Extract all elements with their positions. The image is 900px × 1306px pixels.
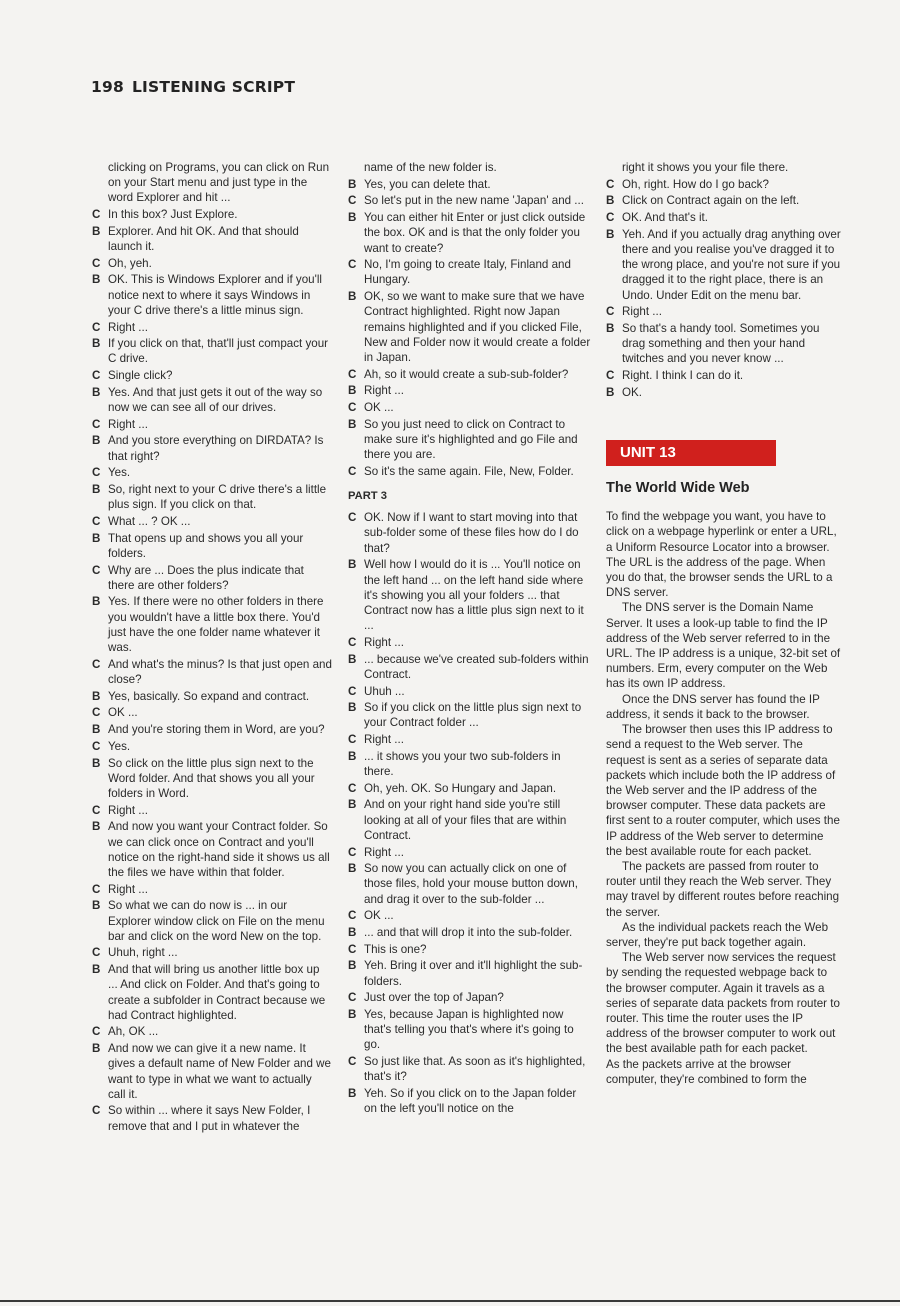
speaker-label: B	[348, 211, 357, 225]
dialogue-line	[92, 514, 332, 529]
dialogue-text: And you're storing them in Word, are you?	[108, 723, 325, 737]
dialogue-line	[92, 336, 332, 366]
dialogue-text: So what we can do now is ... in our Explorer window click on File on the menu bar and click on the word New on the top.	[108, 899, 325, 943]
dialogue-text: Explorer. And hit OK. And that should launch it.	[108, 224, 299, 254]
dialogue-text: So, right next to your C drive there's a little plus sign. If you click on that.	[108, 483, 327, 512]
unit-paragraph: To find the webpage you want, you have to click on a webpage hyperlink or enter a URL, a Uniform Resource Locator into a browser. The URL is the address of the page. When you do that, the browser sends the URL to a DNS server.	[606, 510, 837, 600]
speaker-label: B	[348, 959, 357, 973]
dialogue-text: And on your right hand side you're still looking at all of your files that are within Contract.	[364, 798, 567, 842]
dialogue-line	[92, 368, 332, 383]
page-title: LISTENING SCRIPT	[131, 78, 296, 96]
speaker-label: B	[348, 798, 357, 812]
dialogue-line	[92, 272, 332, 318]
speaker-label: C	[92, 803, 101, 817]
dialogue-text: Yeh. So if you click on to the Japan folder on the left you'll notice on the	[364, 1087, 577, 1116]
dialogue-text: This is one?	[364, 942, 427, 956]
dialogue-text: Yeh. And if you actually drag anything over there and you realise you've dragged it to the wrong place, and you're not sure if you dragged it to the right place, there is an Undo. Under Edit on the menu bar.	[622, 227, 841, 302]
speaker-label: B	[92, 385, 101, 399]
dialogue-line	[348, 845, 592, 860]
dialogue-text: Yes, basically. So expand and contract.	[108, 689, 310, 703]
dialogue-text: Ah, OK ...	[108, 1025, 159, 1039]
dialogue-line	[92, 433, 332, 463]
column-2-part3-dialogue	[348, 510, 592, 1116]
speaker-label: C	[92, 369, 101, 383]
dialogue-text: Just over the top of Japan?	[364, 991, 504, 1005]
dialogue-text: And that will bring us another little box up ... And click on Folder. And that's going to create a subfolder in Contract because we had Contract highlighted.	[108, 963, 326, 1022]
dialogue-text: name of the new folder is.	[364, 161, 497, 174]
column-3-dialogue	[606, 160, 842, 400]
dialogue-line	[92, 898, 332, 944]
speaker-label: B	[348, 652, 357, 666]
dialogue-text: Oh, yeh.	[108, 256, 152, 270]
speaker-label: B	[348, 177, 357, 191]
speaker-label: B	[348, 926, 357, 940]
dialogue-line	[348, 797, 592, 843]
dialogue-line	[348, 652, 592, 682]
column-1	[92, 160, 332, 1135]
speaker-label: C	[92, 946, 101, 960]
dialogue-text: So just like that. As soon as it's highlighted, that's it?	[364, 1055, 586, 1084]
dialogue-line	[92, 1103, 332, 1133]
dialogue-text: ... because we've created sub-folders within Contract.	[364, 652, 589, 681]
speaker-label: C	[348, 401, 357, 415]
speaker-label: C	[92, 256, 101, 270]
dialogue-text: Right ...	[364, 733, 404, 747]
dialogue-text: Uhuh ...	[364, 684, 405, 698]
dialogue-text: And what's the minus? Is that just open and close?	[108, 657, 332, 686]
unit-paragraph: Once the DNS server has found the IP address, it sends it back to the browser.	[606, 692, 820, 721]
speaker-label: C	[348, 367, 357, 381]
dialogue-line	[606, 304, 842, 319]
dialogue-text: And now you want your Contract folder. So we can click once on Contract and you'll notice on the right-hand side it shows us all the files we have within that folder.	[108, 820, 330, 879]
dialogue-text: Right ...	[108, 320, 148, 334]
speaker-label: C	[348, 909, 357, 923]
dialogue-line	[348, 383, 592, 398]
dialogue-text: OK ...	[364, 401, 394, 415]
dialogue-text: So that's a handy tool. Sometimes you drag something and then your hand twitches and you never know ...	[622, 322, 820, 366]
dialogue-line	[348, 1054, 592, 1084]
speaker-label: C	[92, 563, 101, 577]
unit-banner: UNIT 13	[606, 440, 776, 466]
dialogue-line	[348, 400, 592, 415]
dialogue-line	[348, 464, 592, 479]
dialogue-line	[606, 321, 842, 367]
dialogue-line	[92, 962, 332, 1023]
speaker-label: B	[348, 417, 357, 431]
speaker-label: B	[92, 595, 101, 609]
dialogue-line	[92, 594, 332, 655]
dialogue-line	[92, 531, 332, 561]
dialogue-line	[348, 781, 592, 796]
dialogue-text: Right ...	[108, 417, 148, 431]
dialogue-text: Yes, because Japan is highlighted now that's telling you that's where it's going to go.	[364, 1008, 574, 1052]
dialogue-text: Oh, yeh. OK. So Hungary and Japan.	[364, 781, 557, 795]
dialogue-line	[92, 705, 332, 720]
dialogue-text: No, I'm going to create Italy, Finland and Hungary.	[364, 258, 571, 287]
dialogue-text: Right ...	[622, 305, 662, 319]
bottom-rule	[0, 1300, 900, 1302]
speaker-label: B	[348, 1087, 357, 1101]
speaker-label: B	[606, 322, 615, 336]
dialogue-text: And you store everything on DIRDATA? Is that right?	[108, 434, 324, 463]
dialogue-line	[92, 1024, 332, 1039]
speaker-label: B	[92, 820, 101, 834]
dialogue-text: ... and that will drop it into the sub-folder.	[364, 926, 573, 940]
dialogue-text: right it shows you your file there.	[622, 161, 789, 174]
dialogue-text: Click on Contract again on the left.	[622, 194, 800, 208]
column-2	[348, 160, 592, 1118]
unit-paragraph: The DNS server is the Domain Name Server. It uses a look-up table to find the IP address of the Web server referred to in the URL. The IP address is a unique, 32-bit set of numbers. Erm, every computer on the Web has its own IP address.	[606, 601, 841, 691]
speaker-label: C	[92, 882, 101, 896]
dialogue-line	[348, 367, 592, 382]
speaker-label: B	[92, 899, 101, 913]
dialogue-line	[348, 210, 592, 256]
dialogue-text: OK ...	[364, 909, 394, 923]
dialogue-text: Right ...	[108, 882, 148, 896]
dialogue-text: So you just need to click on Contract to make sure it's highlighted and go File and there you are.	[364, 417, 578, 462]
dialogue-line	[348, 749, 592, 779]
dialogue-text: OK. Now if I want to start moving into that sub-folder some of these files how do I do that?	[364, 511, 579, 555]
dialogue-line	[92, 882, 332, 897]
dialogue-text: If you click on that, that'll just compact your C drive.	[108, 337, 329, 366]
speaker-label: C	[348, 733, 357, 747]
dialogue-text: OK.	[622, 385, 642, 399]
dialogue-text: So within ... where it says New Folder, I remove that and I put in whatever the	[108, 1104, 311, 1133]
dialogue-text: So now you can actually click on one of those files, hold your mouse button down, and drag it over to the sub-folder ...	[364, 862, 578, 906]
dialogue-line	[92, 160, 332, 206]
dialogue-text: clicking on Programs, you can click on Run on your Start menu and just type in the word Explorer and hit ...	[108, 161, 330, 205]
speaker-label: C	[92, 466, 101, 480]
speaker-label: B	[92, 434, 101, 448]
dialogue-text: OK. This is Windows Explorer and if you'll notice next to where it says Windows in your C drive there's a little minus sign.	[108, 273, 322, 317]
speaker-label: C	[348, 781, 357, 795]
dialogue-text: So if you click on the little plus sign next to your Contract folder ...	[364, 701, 582, 730]
dialogue-text: Yes.	[108, 466, 131, 480]
speaker-label: B	[92, 531, 101, 545]
dialogue-line	[348, 635, 592, 650]
speaker-label: C	[606, 305, 615, 319]
speaker-label: B	[92, 756, 101, 770]
speaker-label: C	[92, 706, 101, 720]
dialogue-line	[92, 465, 332, 480]
dialogue-line	[348, 177, 592, 192]
dialogue-line	[92, 1041, 332, 1102]
dialogue-text: Well how I would do it is ... You'll notice on the left hand ... on the left hand side where it's showing you all your folders ... that Contract now has a little plus sign next to it ...	[364, 558, 584, 633]
dialogue-line	[348, 732, 592, 747]
dialogue-line	[92, 385, 332, 415]
speaker-label: B	[92, 1042, 101, 1056]
dialogue-line	[92, 945, 332, 960]
dialogue-text: Ah, so it would create a sub-sub-folder?	[364, 367, 569, 381]
speaker-label: B	[348, 290, 357, 304]
speaker-label: B	[606, 385, 615, 399]
dialogue-line	[92, 722, 332, 737]
speaker-label: C	[92, 739, 101, 753]
speaker-label: C	[606, 211, 615, 225]
dialogue-text: Single click?	[108, 369, 173, 383]
dialogue-line	[348, 557, 592, 633]
speaker-label: C	[92, 514, 101, 528]
dialogue-text: You can either hit Enter or just click outside the box. OK and is that the only folder you want to create?	[364, 211, 586, 255]
dialogue-text: Right. I think I can do it.	[622, 369, 744, 383]
unit-paragraph: The packets are passed from router to router until they reach the Web server. They may travel by different routes before reaching the server.	[606, 859, 840, 919]
unit-paragraph: As the packets arrive at the browser computer, they're combined to form the	[606, 1057, 807, 1086]
dialogue-line	[92, 482, 332, 512]
column-3	[606, 160, 842, 1087]
speaker-label: C	[92, 1025, 101, 1039]
dialogue-text: Why are ... Does the plus indicate that there are other folders?	[108, 563, 304, 592]
speaker-label: B	[92, 273, 101, 287]
dialogue-text: Yes. And that just gets it out of the way so now we can see all of our drives.	[108, 385, 323, 415]
dialogue-line	[92, 657, 332, 687]
dialogue-line	[348, 1007, 592, 1053]
speaker-label: C	[348, 845, 357, 859]
dialogue-line	[92, 320, 332, 335]
dialogue-line	[92, 256, 332, 271]
dialogue-line	[348, 257, 592, 287]
speaker-label: C	[606, 177, 615, 191]
page-number: 198	[91, 78, 124, 96]
speaker-label: C	[92, 657, 101, 671]
speaker-label: B	[348, 701, 357, 715]
dialogue-text: That opens up and shows you all your folders.	[108, 531, 304, 560]
speaker-label: B	[92, 337, 101, 351]
dialogue-line	[348, 1086, 592, 1116]
dialogue-line	[348, 942, 592, 957]
dialogue-line	[348, 417, 592, 463]
dialogue-text: Right ...	[364, 845, 404, 859]
dialogue-text: Yeh. Bring it over and it'll highlight the sub-folders.	[364, 959, 583, 988]
speaker-label: C	[606, 369, 615, 383]
dialogue-line	[606, 160, 842, 175]
dialogue-text: So let's put in the new name 'Japan' and ...	[364, 194, 584, 208]
speaker-label: B	[348, 749, 357, 763]
dialogue-line	[348, 193, 592, 208]
speaker-label: C	[348, 194, 357, 208]
speaker-label: B	[92, 723, 101, 737]
speaker-label: B	[92, 689, 101, 703]
dialogue-line	[348, 510, 592, 556]
speaker-label: C	[348, 942, 357, 956]
dialogue-line	[348, 861, 592, 907]
dialogue-text: Right ...	[364, 635, 404, 649]
speaker-label: C	[348, 1055, 357, 1069]
dialogue-text: And now we can give it a new name. It gives a default name of New Folder and we want to type in what we want to actually call it.	[108, 1042, 331, 1101]
speaker-label: C	[348, 635, 357, 649]
dialogue-line	[92, 803, 332, 818]
speaker-label: B	[606, 227, 615, 241]
speaker-label: C	[92, 208, 101, 222]
unit-paragraph: As the individual packets reach the Web server, they're put back together again.	[606, 920, 829, 949]
unit-paragraph: The Web server now services the request by sending the requested webpage back to the browser computer. Again it travels as a series of separate data packets from router to router. This time the router uses the IP address of the browser computer to work out the best available path for each packet.	[606, 951, 840, 1056]
speaker-label: B	[348, 384, 357, 398]
dialogue-line	[92, 417, 332, 432]
dialogue-text: Right ...	[364, 384, 404, 398]
dialogue-line	[92, 819, 332, 880]
dialogue-text: Yes. If there were no other folders in there you wouldn't have a little box there. You'd just have the one folder name whatever it was.	[108, 595, 324, 655]
dialogue-text: So click on the little plus sign next to the Word folder. And that shows you all your folders in Word.	[108, 756, 315, 800]
speaker-label: C	[348, 684, 357, 698]
speaker-label: C	[92, 320, 101, 334]
dialogue-line	[606, 177, 842, 192]
dialogue-line	[348, 925, 592, 940]
dialogue-text: So it's the same again. File, New, Folder.	[364, 464, 574, 478]
speaker-label: B	[92, 963, 101, 977]
speaker-label: C	[348, 511, 357, 525]
dialogue-line	[348, 289, 592, 365]
unit-title: The World Wide Web	[606, 480, 750, 497]
speaker-label: B	[348, 1008, 357, 1022]
column-2-dialogue	[348, 160, 592, 479]
dialogue-line	[348, 990, 592, 1005]
dialogue-text: OK, so we want to make sure that we have Contract highlighted. Right now Japan remains highlighted and if you clicked File, New and Folder now it would create a folder in Japan.	[364, 290, 591, 364]
dialogue-text: Uhuh, right ...	[108, 946, 178, 960]
dialogue-line	[606, 210, 842, 225]
speaker-label: B	[348, 862, 357, 876]
dialogue-line	[348, 700, 592, 730]
dialogue-text: OK. And that's it.	[622, 211, 708, 225]
dialogue-line	[606, 368, 842, 383]
dialogue-text: Yes.	[108, 739, 131, 753]
dialogue-line	[606, 227, 842, 303]
speaker-label: B	[606, 194, 615, 208]
dialogue-line	[92, 207, 332, 222]
dialogue-text: What ... ? OK ...	[108, 514, 191, 528]
dialogue-line	[92, 689, 332, 704]
dialogue-text: Right ...	[108, 803, 148, 817]
dialogue-text: ... it shows you your two sub-folders in there.	[364, 749, 561, 779]
dialogue-line	[348, 958, 592, 988]
page-header	[91, 78, 295, 96]
dialogue-line	[348, 160, 592, 175]
unit-paragraph: The browser then uses this IP address to send a request to the Web server. The request is sent as a series of separate data packets which include both the IP address of the Web server and the IP address of the browser computer. These data packets are first sent to a router computer, which uses the IP address of the Web server to determine the best available route for each packet.	[606, 723, 840, 858]
dialogue-line	[348, 908, 592, 923]
dialogue-line	[92, 224, 332, 254]
speaker-label: B	[348, 558, 357, 572]
part-3-heading: PART 3	[348, 490, 387, 503]
dialogue-line	[348, 684, 592, 699]
speaker-label: B	[92, 224, 101, 238]
speaker-label: C	[348, 464, 357, 478]
unit-body	[606, 509, 842, 1087]
dialogue-line	[92, 739, 332, 754]
dialogue-line	[92, 563, 332, 593]
speaker-label: C	[348, 258, 357, 272]
dialogue-text: In this box? Just Explore.	[108, 208, 238, 222]
speaker-label: B	[92, 483, 101, 497]
dialogue-line	[606, 385, 842, 400]
dialogue-line	[92, 756, 332, 802]
dialogue-text: Oh, right. How do I go back?	[622, 177, 769, 191]
speaker-label: C	[92, 1104, 101, 1118]
speaker-label: C	[92, 417, 101, 431]
dialogue-text: OK ...	[108, 706, 138, 720]
speaker-label: C	[348, 991, 357, 1005]
dialogue-text: Yes, you can delete that.	[364, 177, 491, 191]
dialogue-line	[606, 193, 842, 208]
